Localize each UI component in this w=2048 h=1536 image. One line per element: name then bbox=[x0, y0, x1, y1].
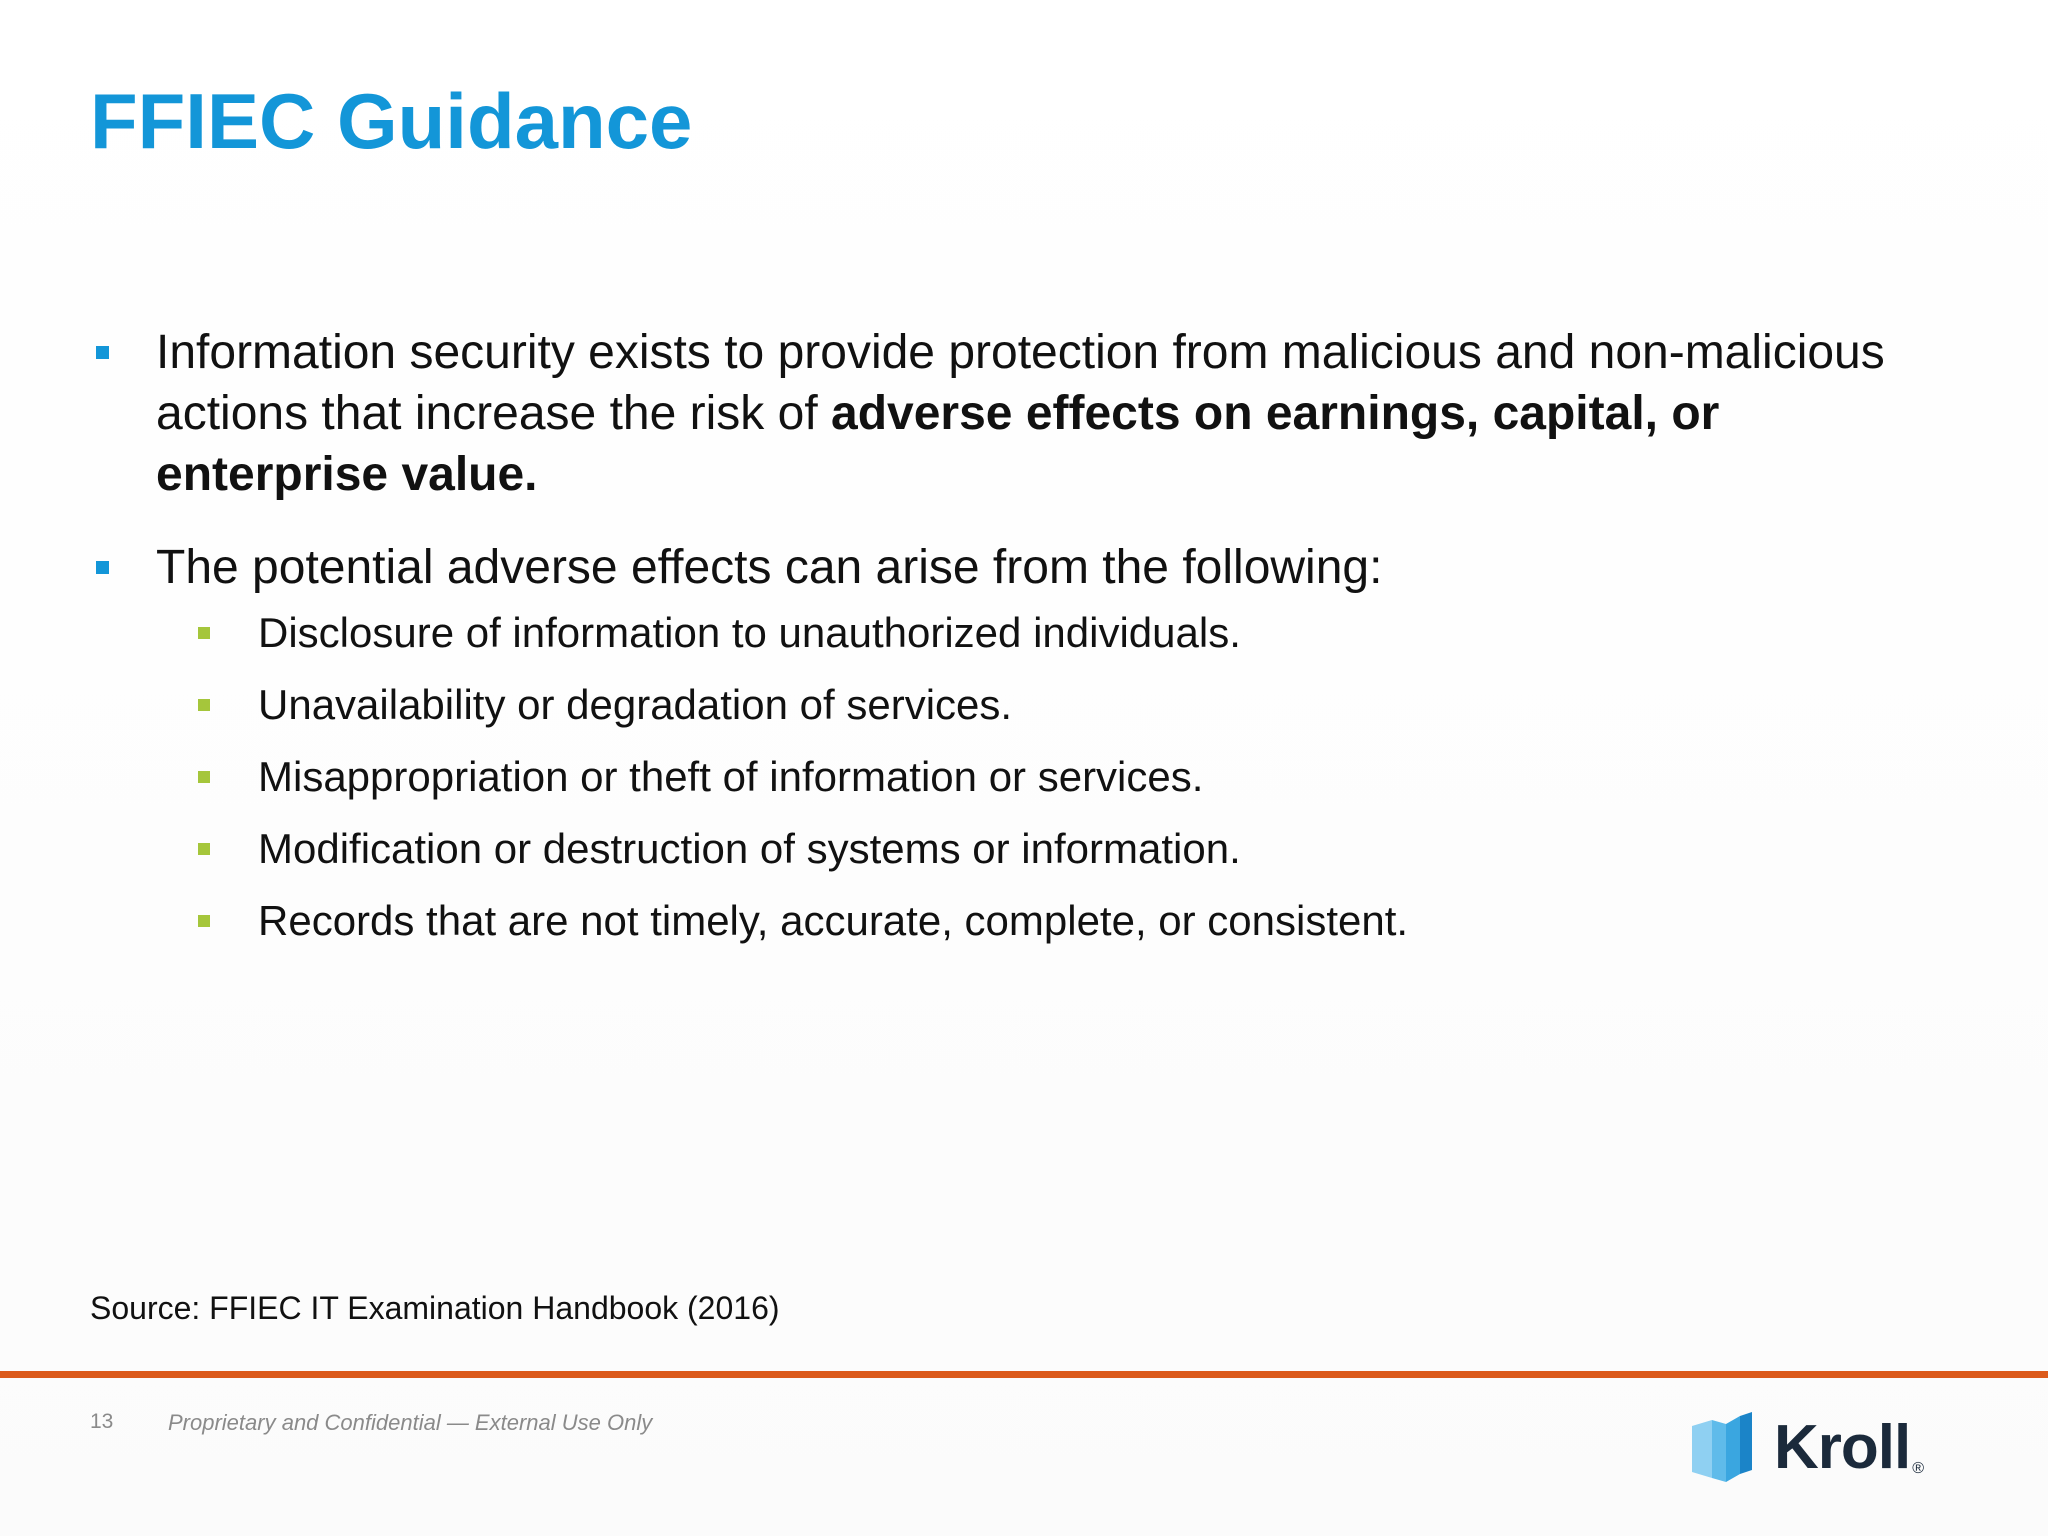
bullet-bold-text: adverse effects on earnings, capital, or enterprise value. bbox=[156, 387, 1720, 501]
square-sub-bullet-icon bbox=[198, 699, 210, 711]
sub-bullet-text: Records that are not timely, accurate, complete, or consistent. bbox=[258, 897, 1409, 944]
sub-bullet-text: Disclosure of information to unauthorized individuals. bbox=[258, 609, 1241, 656]
square-sub-bullet-icon bbox=[198, 843, 210, 855]
sub-bullet-text: Unavailability or degradation of services. bbox=[258, 681, 1013, 728]
square-sub-bullet-icon bbox=[198, 627, 210, 639]
square-sub-bullet-icon bbox=[198, 915, 210, 927]
bullet-list bbox=[90, 322, 1940, 946]
sub-bullet-item bbox=[90, 896, 1940, 946]
kroll-logo bbox=[1690, 1408, 1924, 1488]
sub-bullet-item bbox=[90, 680, 1940, 730]
bullet-text: Information security exists to provide protection from malicious and non-malicious actions that increase the risk of bbox=[156, 326, 1885, 440]
kroll-logo-registered-mark: ® bbox=[1912, 1460, 1925, 1477]
source-citation: Source: FFIEC IT Examination Handbook (2016) bbox=[90, 1290, 780, 1326]
sub-bullet-text: Modification or destruction of systems or information. bbox=[258, 825, 1241, 872]
sub-bullet-text: Misappropriation or theft of information or services. bbox=[258, 753, 1204, 800]
sub-bullet-item bbox=[90, 752, 1940, 802]
page-number: 13 bbox=[90, 1410, 114, 1433]
bullet-text: The potential adverse effects can arise from the following: bbox=[156, 541, 1383, 594]
confidentiality-note: Proprietary and Confidential — External Use Only bbox=[168, 1410, 653, 1435]
square-sub-bullet-icon bbox=[198, 771, 210, 783]
kroll-logo-mark-icon bbox=[1690, 1412, 1760, 1484]
sub-bullet-list bbox=[156, 608, 1940, 946]
sub-bullet-item bbox=[90, 824, 1940, 874]
square-bullet-icon bbox=[96, 561, 109, 574]
kroll-logo-text: Kroll bbox=[1774, 1413, 1911, 1482]
footer-divider bbox=[0, 1371, 2048, 1378]
square-bullet-icon bbox=[96, 346, 109, 359]
slide-title: FFIEC Guidance bbox=[90, 77, 693, 165]
bullet-item bbox=[90, 537, 1940, 946]
sub-bullet-item bbox=[90, 608, 1940, 658]
bullet-item bbox=[90, 322, 1940, 505]
